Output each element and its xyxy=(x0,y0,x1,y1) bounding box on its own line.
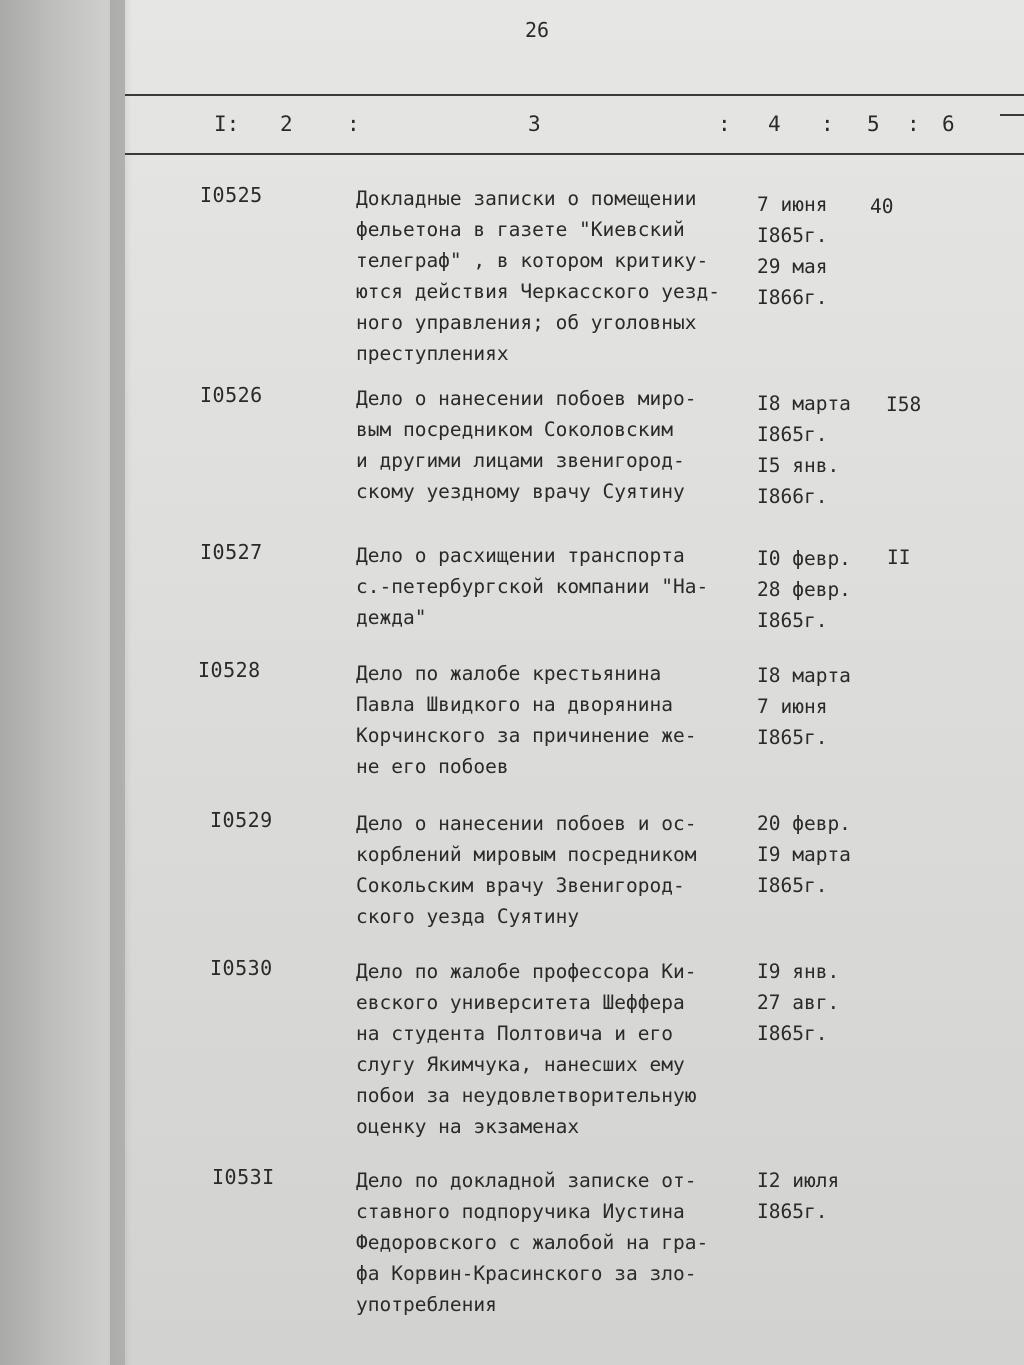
description-line: фельетона в газете "Киевский xyxy=(356,218,685,241)
record-sheet-count: I58 xyxy=(886,393,922,416)
description-line: Дело по докладной записке от- xyxy=(356,1169,697,1192)
date-line: 29 мая xyxy=(757,255,828,278)
record-number: I0526 xyxy=(200,383,263,407)
date-line: I865г. xyxy=(757,423,828,446)
record-dates xyxy=(757,543,877,636)
description-line: Дело о нанесении побоев и ос- xyxy=(356,812,697,835)
date-line: I9 янв. xyxy=(757,960,840,983)
date-line: I865г. xyxy=(757,224,828,247)
record-dates xyxy=(757,189,877,313)
description-line: ского уезда Суятину xyxy=(356,905,580,928)
date-line: I2 июля xyxy=(757,1169,840,1192)
record-description xyxy=(356,808,756,932)
column-separator: : xyxy=(907,112,920,136)
header-top-rule xyxy=(125,94,1024,96)
description-line: употребления xyxy=(356,1293,497,1316)
description-line: корблений мировым посредником xyxy=(356,843,697,866)
header-edge-rule xyxy=(1000,114,1024,116)
column-header-3: 3 xyxy=(528,112,541,136)
description-line: Корчинского за причинение же- xyxy=(356,724,697,747)
description-line: евского университета Шеффера xyxy=(356,991,685,1014)
column-separator: : xyxy=(718,112,731,136)
description-line: ются действия Черкасского уезд- xyxy=(356,280,720,303)
header-bottom-rule xyxy=(125,153,1024,155)
date-line: I8 марта xyxy=(757,392,851,415)
description-line: Докладные записки о помещении xyxy=(356,187,697,210)
description-line: и другими лицами звенигород- xyxy=(356,449,685,472)
description-line: телеграф" , в котором критику- xyxy=(356,249,709,272)
record-description xyxy=(356,540,756,633)
record-number: I0529 xyxy=(210,808,273,832)
record-dates xyxy=(757,1165,877,1227)
date-line: 7 июня xyxy=(757,695,828,718)
date-line: I865г. xyxy=(757,1022,828,1045)
date-line: 7 июня xyxy=(757,193,828,216)
description-line: преступлениях xyxy=(356,342,509,365)
left-page-edge xyxy=(0,0,125,1365)
record-number: I0530 xyxy=(210,956,273,980)
description-line: с.-петербургской компании "На- xyxy=(356,575,709,598)
description-line: Федоровского с жалобой на гра- xyxy=(356,1231,709,1254)
column-header-1: I: xyxy=(214,112,240,136)
column-separator: : xyxy=(347,112,360,136)
record-number: I0528 xyxy=(198,658,261,682)
description-line: побои за неудовлетворительную xyxy=(356,1084,697,1107)
record-dates xyxy=(757,808,877,901)
date-line: 20 февр. xyxy=(757,812,851,835)
column-header-2: 2 xyxy=(280,112,293,136)
description-line: слугу Якимчука, нанесших ему xyxy=(356,1053,685,1076)
date-line: I5 янв. xyxy=(757,454,840,477)
description-line: Сокольским врачу Звенигород- xyxy=(356,874,685,897)
description-line: вым посредником Соколовским xyxy=(356,418,673,441)
date-line: 27 авг. xyxy=(757,991,840,1014)
column-separator: : xyxy=(821,112,834,136)
column-header-4: 4 xyxy=(768,112,781,136)
record-number: I053I xyxy=(212,1165,275,1189)
page-number: 26 xyxy=(525,18,550,42)
record-sheet-count: II xyxy=(887,546,911,569)
record-description xyxy=(356,658,756,782)
column-header-5: 5 xyxy=(867,112,880,136)
date-line: I8 марта xyxy=(757,664,851,687)
description-line: ного управления; об уголовных xyxy=(356,311,697,334)
column-header-6: 6 xyxy=(942,112,955,136)
date-line: I866г. xyxy=(757,286,828,309)
description-line: Дело по жалобе крестьянина xyxy=(356,662,662,685)
date-line: I865г. xyxy=(757,1200,828,1223)
record-number: I0525 xyxy=(200,183,263,207)
record-description xyxy=(356,1165,756,1320)
record-description xyxy=(356,956,756,1142)
date-line: I865г. xyxy=(757,874,828,897)
description-line: Дело о расхищении транспорта xyxy=(356,544,685,567)
record-sheet-count: 40 xyxy=(870,195,894,218)
record-description xyxy=(356,183,756,369)
date-line: I865г. xyxy=(757,726,828,749)
description-line: Дело по жалобе профессора Ки- xyxy=(356,960,697,983)
description-line: фа Корвин-Красинского за зло- xyxy=(356,1262,697,1285)
record-number: I0527 xyxy=(200,540,263,564)
date-line: I865г. xyxy=(757,609,828,632)
description-line: не его побоев xyxy=(356,755,509,778)
page-gutter-shadow xyxy=(110,0,132,1365)
record-description xyxy=(356,383,756,507)
description-line: Дело о нанесении побоев миро- xyxy=(356,387,697,410)
date-line: I0 февр. xyxy=(757,547,851,570)
description-line: Павла Швидкого на дворянина xyxy=(356,693,673,716)
record-dates xyxy=(757,956,877,1049)
description-line: дежда" xyxy=(356,606,427,629)
description-line: ставного подпоручика Иустина xyxy=(356,1200,685,1223)
description-line: оценку на экзаменах xyxy=(356,1115,580,1138)
description-line: скому уездному врачу Суятину xyxy=(356,480,685,503)
date-line: I866г. xyxy=(757,485,828,508)
record-dates xyxy=(757,660,877,753)
description-line: на студента Полтовича и его xyxy=(356,1022,673,1045)
record-dates xyxy=(757,388,877,512)
date-line: I9 марта xyxy=(757,843,851,866)
date-line: 28 февр. xyxy=(757,578,851,601)
